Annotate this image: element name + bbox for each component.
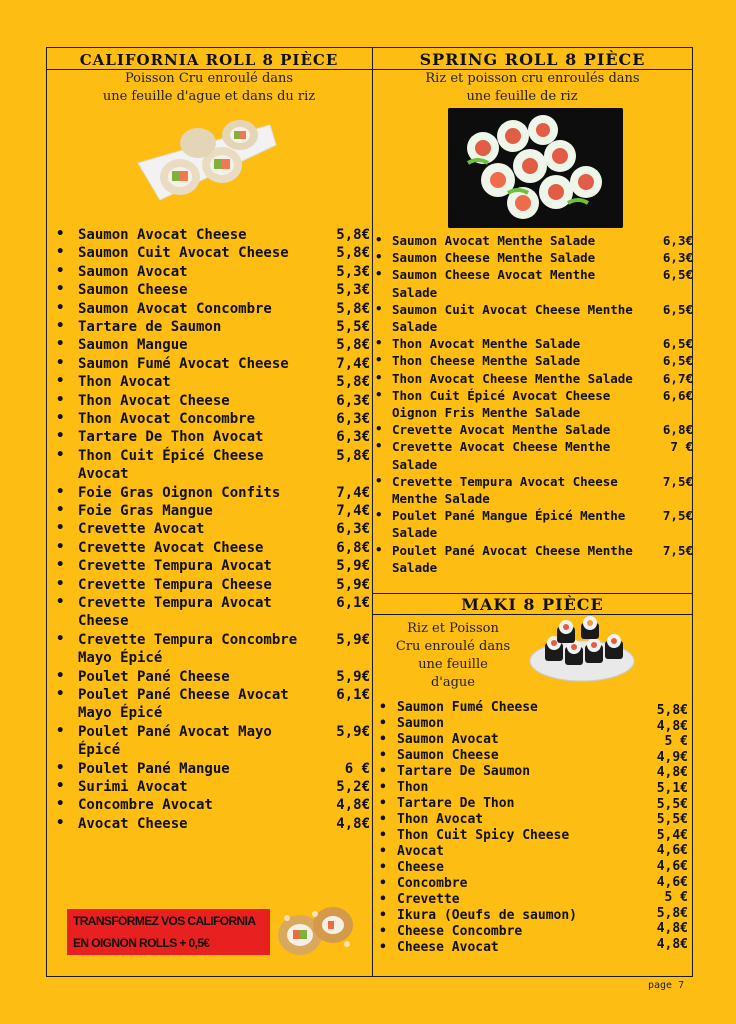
column-divider [372, 47, 373, 977]
menu-item-price: 5,5€ [656, 796, 688, 812]
menu-item-price: 5,1€ [656, 781, 688, 796]
bullet-icon: • [379, 812, 387, 827]
menu-item-name: Tartare De Thon Avocat [78, 429, 264, 446]
menu-item [375, 438, 693, 472]
menu-item-name: Saumon Mangue [78, 337, 188, 354]
menu-item-name: Thon Avocat [397, 812, 484, 827]
bullet-icon: • [56, 538, 65, 555]
california-description-line1: Poisson Cru enroulé dans [124, 71, 294, 86]
bullet-icon: • [375, 438, 383, 454]
menu-item [379, 940, 691, 956]
menu-item [379, 828, 691, 844]
menu-item-price: 6,3€ [662, 233, 693, 248]
menu-item [379, 905, 691, 924]
bullet-icon: • [56, 667, 65, 684]
menu-item-name: Saumon Fumé Cheese [397, 700, 538, 715]
menu-item-price: 6,6€ [662, 387, 693, 403]
bullet-icon: • [375, 232, 383, 247]
menu-item-price: 4,8€ [336, 815, 370, 832]
menu-item-price: 5 € [664, 734, 688, 750]
menu-item-name: Surimi Avocat [78, 779, 188, 795]
menu-item-name: Thon Cuit Épicé Avocat Cheese Oignon Fris Menthe Salade [392, 387, 611, 420]
bullet-icon: • [56, 391, 65, 408]
menu-item-name: Saumon Avocat Menthe Salade [392, 233, 596, 248]
menu-item-name: Tartare De Thon [397, 796, 515, 811]
menu-item-price: 4,6€ [656, 874, 688, 890]
menu-item [56, 576, 370, 594]
bullet-icon: • [56, 557, 65, 574]
bullet-icon: • [56, 520, 65, 537]
bullet-icon: • [56, 446, 65, 463]
menu-item-price: 4,6€ [656, 859, 688, 874]
california-roll-photo [130, 105, 280, 205]
menu-item-price: 4,8€ [656, 765, 688, 781]
menu-item [56, 631, 370, 668]
menu-item-price: 5,8€ [336, 300, 370, 317]
menu-item [56, 410, 370, 428]
bullet-icon: • [56, 373, 65, 390]
menu-item [56, 263, 370, 281]
menu-item-name: Crevette Avocat [78, 521, 205, 538]
menu-item-name: Poulet Pané Cheese Avocat Mayo Épicé [78, 687, 289, 722]
menu-item [56, 355, 370, 373]
menu-item-price: 5,8€ [656, 703, 688, 718]
menu-item-price: 7,4€ [336, 355, 370, 372]
menu-item-price: 5,4€ [656, 827, 688, 843]
menu-item-price: 7,4€ [336, 503, 370, 519]
menu-item [56, 281, 370, 299]
menu-item-name: Thon Cuit Spicy Cheese [397, 828, 570, 843]
menu-item-name: Poulet Pané Avocat Cheese Menthe Salade [392, 542, 633, 575]
menu-item-name: Crevette Tempura Avocat Cheese [78, 595, 272, 630]
bullet-icon: • [379, 940, 387, 955]
menu-item-price: 6,8€ [336, 539, 370, 556]
menu-item [56, 336, 370, 354]
maki-description-line4: d'ague [430, 675, 476, 690]
bullet-icon: • [375, 266, 383, 282]
menu-item [56, 520, 370, 538]
menu-item-price: 5,8€ [656, 905, 688, 921]
menu-item-name: Poulet Pané Mangue [78, 760, 230, 777]
menu-item [375, 301, 693, 335]
bullet-icon: • [379, 732, 387, 747]
bullet-icon: • [56, 410, 65, 426]
bullet-icon: • [379, 844, 387, 859]
bullet-icon: • [379, 748, 387, 763]
bullet-icon: • [375, 507, 383, 523]
bullet-icon: • [56, 778, 65, 794]
bullet-icon: • [56, 281, 65, 298]
menu-item-name: Poulet Pané Cheese [78, 668, 230, 685]
promo-line1: TRANSFORMEZ VOS CALIFORNIA [73, 914, 256, 928]
menu-item-name: Thon Cuit Épicé Cheese Avocat [78, 447, 264, 483]
menu-item-name: Thon Avocat Cheese Menthe Salade [392, 370, 633, 386]
menu-item-name: Saumon [397, 716, 444, 731]
menu-item-name: Avocat [397, 844, 444, 859]
menu-item-name: Poulet Pané Avocat Mayo Épicé [78, 723, 272, 759]
menu-item [379, 764, 691, 780]
menu-item [56, 594, 370, 631]
maki-description-line1: Riz et Poisson [407, 621, 499, 636]
menu-item [56, 686, 370, 723]
menu-item-price: 4,8€ [336, 797, 370, 814]
menu-item [56, 392, 370, 410]
bullet-icon: • [379, 700, 387, 715]
menu-item-name: Tartare de Saumon [78, 319, 222, 335]
menu-item-name: Ikura (Oeufs de saumon) [397, 908, 578, 923]
bullet-icon: • [56, 354, 65, 371]
spring-description-line2: une feuille de riz [466, 89, 578, 104]
menu-item-name: Crevette Avocat Cheese [78, 539, 264, 556]
bullet-icon: • [379, 908, 387, 923]
menu-item-name: Crevette [397, 892, 460, 907]
bullet-icon: • [379, 892, 387, 907]
menu-item-price: 6,3€ [662, 250, 693, 266]
bullet-icon: • [56, 226, 65, 242]
menu-item-name: Avocat Cheese [78, 815, 188, 832]
bullet-icon: • [56, 814, 65, 831]
menu-item-name: Poulet Pané Mangue Épicé Menthe Salade [392, 508, 626, 541]
bullet-icon: • [375, 352, 383, 368]
menu-item-name: Saumon Avocat [397, 732, 499, 747]
bullet-icon: • [379, 716, 387, 731]
menu-item-name: Saumon Avocat Cheese [78, 227, 247, 243]
menu-item-price: 4,8€ [656, 921, 688, 937]
promo-banner [67, 909, 270, 955]
menu-item-price: 5,8€ [336, 337, 370, 354]
menu-item-price: 6,5€ [662, 267, 693, 283]
promo-line2: EN OIGNON ROLLS + 0,5€ [73, 936, 210, 950]
menu-item [56, 539, 370, 557]
bullet-icon: • [375, 421, 383, 437]
menu-item-price: 5,5€ [656, 812, 688, 828]
menu-item [379, 748, 691, 764]
menu-item [56, 447, 370, 484]
menu-item-name: Thon Cheese Menthe Salade [392, 353, 581, 369]
menu-item-name: Cheese Concombre [397, 924, 523, 939]
maki-description-line2: Cru enroulé dans [395, 639, 511, 654]
menu-item [375, 542, 693, 576]
menu-item-price: 5,3€ [336, 263, 370, 280]
menu-item-price: 5 € [664, 890, 688, 906]
menu-item-name: Saumon Cheese [397, 748, 499, 763]
menu-item-name: Thon Avocat [78, 374, 171, 391]
menu-item [379, 796, 691, 812]
bullet-icon: • [56, 336, 65, 353]
menu-item-price: 5,2€ [336, 779, 370, 795]
maki-photo [527, 613, 637, 685]
menu-item-price: 5,5€ [336, 319, 370, 335]
menu-item-price: 5,8€ [336, 227, 370, 243]
menu-item-price: 6 € [344, 760, 370, 777]
menu-item [56, 502, 370, 520]
bullet-icon: • [375, 300, 383, 316]
menu-item-price: 7 € [670, 439, 693, 455]
menu-item-name: Saumon Cheese Avocat Menthe Salade [392, 267, 596, 300]
spring-roll-photo [448, 108, 623, 228]
spring-title: SPRING ROLL 8 PIÈCE [419, 50, 646, 69]
bullet-icon: • [56, 759, 65, 776]
menu-item [56, 484, 370, 502]
menu-item [375, 507, 693, 541]
onion-roll-photo [275, 900, 360, 960]
page-number: page 7 [648, 980, 685, 991]
menu-item-name: Cheese Avocat [397, 940, 499, 955]
menu-item-name: Thon Avocat Cheese [78, 392, 230, 409]
menu-item-name: Concombre Avocat [78, 797, 213, 814]
menu-item-price: 6,5€ [662, 301, 693, 317]
menu-item-price: 4,9€ [656, 749, 688, 765]
menu-item-name: Crevette Tempura Avocat [78, 558, 272, 575]
menu-item [56, 373, 370, 391]
menu-item-price: 7,5€ [662, 542, 693, 558]
california-title: CALIFORNIA ROLL 8 PIÈCE [79, 51, 339, 69]
menu-item-price: 6,5€ [662, 353, 693, 369]
menu-item-price: 5,9€ [336, 723, 370, 740]
bullet-icon: • [56, 686, 65, 702]
menu-item [56, 668, 370, 686]
menu-item-name: Saumon Cuit Avocat Cheese Menthe Salade [392, 301, 633, 334]
menu-item-price: 6,8€ [662, 422, 693, 438]
bullet-icon: • [379, 860, 387, 875]
menu-item [375, 473, 693, 507]
menu-item-name: Thon Avocat Menthe Salade [392, 336, 581, 352]
menu-item-price: 6,1€ [336, 687, 370, 703]
california-description-line2: une feuille d'ague et dans du riz [102, 89, 316, 104]
menu-item-name: Crevette Avocat Cheese Menthe Salade [392, 439, 611, 472]
menu-item [375, 335, 693, 352]
bullet-icon: • [56, 594, 65, 610]
menu-item [375, 232, 693, 249]
bullet-icon: • [56, 575, 65, 592]
menu-item-name: Crevette Tempura Cheese [78, 576, 272, 593]
bullet-icon: • [56, 502, 65, 518]
menu-item-name: Saumon Fumé Avocat Cheese [78, 355, 289, 372]
bullet-icon: • [379, 924, 387, 939]
menu-item-price: 5,8€ [336, 245, 370, 262]
menu-item-price: 4,8€ [656, 718, 688, 734]
bullet-icon: • [379, 780, 387, 795]
menu-item-price: 7,5€ [662, 508, 693, 524]
menu-item [56, 318, 370, 336]
menu-item-name: Saumon Avocat Concombre [78, 300, 272, 317]
menu-item-price: 5,9€ [336, 576, 370, 593]
menu-item-name: Cheese [397, 860, 444, 875]
menu-item-name: Concombre [397, 876, 468, 891]
bullet-icon: • [375, 369, 383, 385]
spring-description-line1: Riz et poisson cru enroulés dans [425, 71, 640, 86]
bullet-icon: • [375, 541, 383, 557]
bullet-icon: • [375, 249, 383, 265]
menu-item-price: 6,3€ [336, 429, 370, 446]
menu-item [379, 700, 691, 716]
menu-item [379, 716, 691, 732]
menu-item [375, 266, 693, 300]
menu-item-name: Foie Gras Oignon Confits [78, 484, 281, 501]
bullet-icon: • [56, 630, 65, 647]
menu-item-price: 6,5€ [662, 336, 693, 352]
menu-item [56, 723, 370, 760]
menu-item-name: Saumon Cheese Menthe Salade [392, 250, 596, 266]
menu-item [375, 352, 693, 369]
menu-item-name: Saumon Cuit Avocat Cheese [78, 245, 289, 262]
menu-item-price: 6,3€ [336, 521, 370, 538]
menu-item [379, 876, 691, 892]
bullet-icon: • [56, 244, 65, 261]
menu-item-price: 7,4€ [336, 484, 370, 501]
menu-item-price: 4,8€ [656, 937, 688, 952]
menu-item [56, 300, 370, 318]
bullet-icon: • [56, 722, 65, 739]
menu-item [379, 844, 691, 860]
menu-item-name: Thon Avocat Concombre [78, 411, 256, 427]
menu-item-name: Foie Gras Mangue [78, 503, 213, 519]
menu-item-price: 5,9€ [336, 668, 370, 685]
menu-item [379, 732, 691, 748]
maki-title: MAKI 8 PIÈCE [461, 595, 604, 614]
menu-item-name: Thon [397, 780, 429, 795]
menu-item-name: Tartare De Saumon [397, 764, 531, 779]
menu-item [375, 370, 693, 387]
menu-item [379, 780, 691, 796]
menu-item-price: 5,9€ [336, 558, 370, 575]
menu-item [379, 860, 691, 876]
menu-item-name: Saumon Cheese [78, 282, 188, 299]
bullet-icon: • [56, 262, 65, 279]
menu-item-price: 6,3€ [336, 392, 370, 409]
menu-item [375, 387, 693, 421]
bullet-icon: • [379, 876, 387, 891]
menu-item [56, 428, 370, 446]
bullet-icon: • [379, 796, 387, 811]
menu-item-price: 6,3€ [336, 411, 370, 427]
menu-item-name: Saumon Avocat [78, 263, 188, 280]
maki-top-rule [372, 593, 693, 594]
menu-item-price: 5,9€ [336, 631, 370, 648]
menu-item [56, 796, 370, 814]
menu-item [375, 249, 693, 266]
bullet-icon: • [375, 335, 383, 351]
menu-item-price: 5,3€ [336, 282, 370, 299]
menu-item [56, 244, 370, 262]
menu-item [56, 760, 370, 778]
menu-item-name: Crevette Tempura Avocat Cheese Menthe Salade [392, 473, 618, 506]
menu-item [379, 812, 691, 828]
menu-item-price: 7,5€ [662, 473, 693, 489]
menu-item [379, 892, 691, 908]
menu-item-price: 4,6€ [656, 843, 688, 859]
bullet-icon: • [56, 796, 65, 813]
bullet-icon: • [56, 299, 65, 316]
menu-item [56, 557, 370, 575]
menu-item-price: 6,7€ [662, 370, 693, 386]
bullet-icon: • [375, 472, 383, 488]
menu-item [379, 924, 691, 940]
menu-item [56, 815, 370, 833]
menu-item-price: 5,8€ [336, 374, 370, 391]
menu-item-name: Crevette Avocat Menthe Salade [392, 422, 611, 438]
bullet-icon: • [375, 386, 383, 402]
bullet-icon: • [56, 428, 65, 445]
bullet-icon: • [379, 764, 387, 779]
maki-description-line3: une feuille [418, 657, 488, 672]
menu-item-price: 6,1€ [336, 595, 370, 611]
menu-item [56, 778, 370, 796]
menu-item-price: 5,8€ [336, 447, 370, 464]
bullet-icon: • [56, 483, 65, 500]
menu-item-name: Crevette Tempura Concombre Mayo Épicé [78, 631, 298, 667]
bullet-icon: • [56, 318, 65, 334]
menu-item [56, 226, 370, 244]
bullet-icon: • [379, 828, 387, 843]
menu-item [375, 421, 693, 438]
